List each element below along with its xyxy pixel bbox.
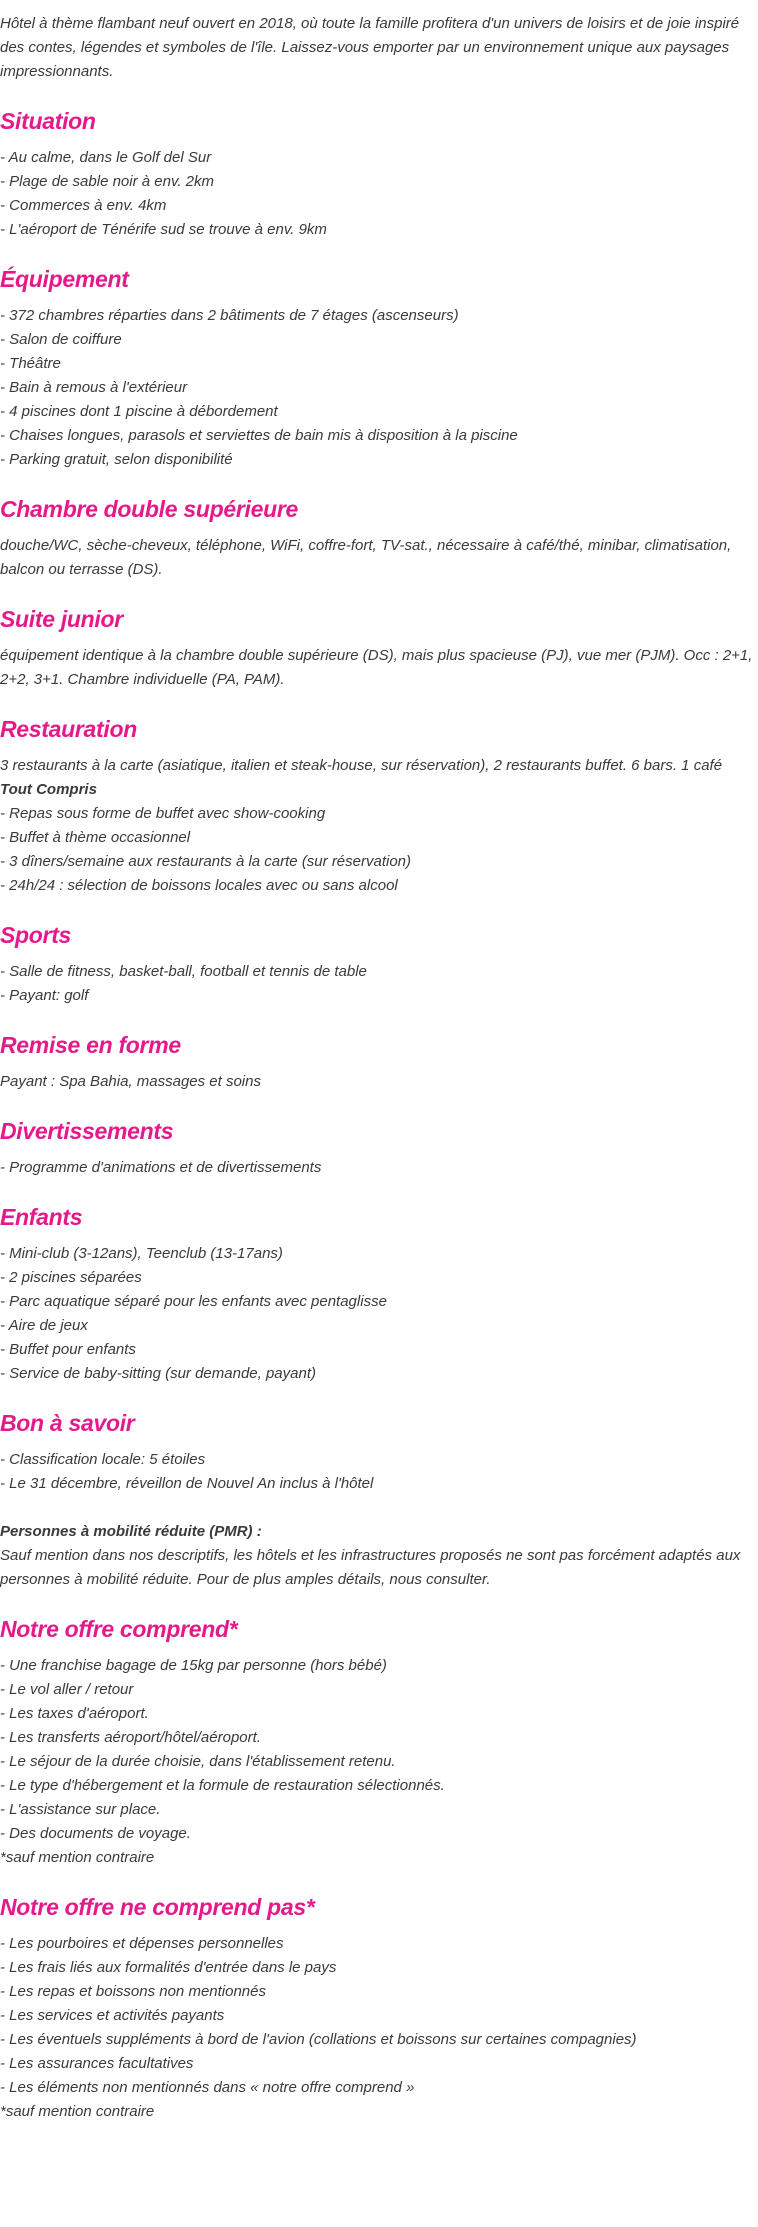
list-item: - Les taxes d'aéroport.: [0, 1705, 149, 1722]
section-text: équipement identique à la chambre double supérieure (DS), mais plus spacieuse (PJ), vue mer (PJM). Occ : 2+1, 2+2, 3+1. Chambre individuelle (PA, PAM).: [0, 647, 753, 688]
section-title: Divertissements: [0, 1118, 174, 1144]
section-title: Notre offre ne comprend pas*: [0, 1894, 315, 1920]
pmr-text: Sauf mention dans nos descriptifs, les hôtels et les infrastructures proposés ne sont pas forcément adaptés aux personnes à mobilité réduite. Pour de plus amples détails, nous consulter.: [0, 1547, 741, 1588]
list-item: - Les éléments non mentionnés dans « notre offre comprend »: [0, 2079, 415, 2096]
list-item: - Une franchise bagage de 15kg par personne (hors bébé): [0, 1657, 387, 1674]
section-text: Payant : Spa Bahia, massages et soins: [0, 1073, 261, 1090]
section-enfants: [0, 1202, 758, 1386]
section-title: Suite junior: [0, 606, 123, 632]
list-item: - Le vol aller / retour: [0, 1681, 134, 1698]
section-title: Restauration: [0, 716, 137, 742]
section-title: Enfants: [0, 1204, 83, 1230]
list-item: - Chaises longues, parasols et serviettes de bain mis à disposition à la piscine: [0, 427, 518, 444]
section-remise-en-forme: [0, 1030, 758, 1094]
section-offre-comprend: [0, 1614, 758, 1870]
pmr-title: Personnes à mobilité réduite (PMR) :: [0, 1523, 262, 1540]
list-item: - Au calme, dans le Golf del Sur: [0, 149, 212, 166]
subsection-title: Tout Compris: [0, 781, 97, 798]
section-title: Chambre double supérieure: [0, 496, 298, 522]
section-title: Équipement: [0, 266, 129, 292]
section-restauration: [0, 714, 758, 898]
list-item: - Théâtre: [0, 355, 61, 372]
list-item: - Commerces à env. 4km: [0, 197, 167, 214]
list-item: - Payant: golf: [0, 987, 89, 1004]
list-item: - Parking gratuit, selon disponibilité: [0, 451, 233, 468]
list-item: - Les transferts aéroport/hôtel/aéroport.: [0, 1729, 261, 1746]
section-chambre: [0, 494, 758, 582]
list-item: - Le séjour de la durée choisie, dans l'établissement retenu.: [0, 1753, 396, 1770]
section-divertissements: [0, 1116, 758, 1180]
section-title: Notre offre comprend*: [0, 1616, 238, 1642]
list-item: - Aire de jeux: [0, 1317, 88, 1334]
section-sports: [0, 920, 758, 1008]
list-item: - Salon de coiffure: [0, 331, 122, 348]
section-bon-a-savoir: [0, 1408, 758, 1592]
list-item: - 372 chambres réparties dans 2 bâtiments de 7 étages (ascenseurs): [0, 307, 459, 324]
list-item: - Classification locale: 5 étoiles: [0, 1451, 206, 1468]
list-item: - 24h/24 : sélection de boissons locales avec ou sans alcool: [0, 877, 398, 894]
list-item: - Les éventuels suppléments à bord de l'avion (collations et boissons sur certaines compagnies): [0, 2031, 637, 2048]
list-item: - Les pourboires et dépenses personnelles: [0, 1935, 284, 1952]
list-item: - L'assistance sur place.: [0, 1801, 161, 1818]
list-item: - Les services et activités payants: [0, 2007, 225, 2024]
list-item: - 2 piscines séparées: [0, 1269, 142, 1286]
intro-text: Hôtel à thème flambant neuf ouvert en 2018, où toute la famille profitera d'un univers de loisirs et de joie inspiré des contes, légendes et symboles de l'île. Laissez-vous emporter par un environnement unique aux paysages impressionnants.: [0, 15, 740, 80]
list-item: - 4 piscines dont 1 piscine à débordement: [0, 403, 278, 420]
list-item: - Le type d'hébergement et la formule de restauration sélectionnés.: [0, 1777, 445, 1794]
section-suite: [0, 604, 758, 692]
list-item: - Bain à remous à l'extérieur: [0, 379, 188, 396]
list-item: - Buffet pour enfants: [0, 1341, 136, 1358]
list-item: - Parc aquatique séparé pour les enfants avec pentaglisse: [0, 1293, 387, 1310]
footnote: *sauf mention contraire: [0, 1849, 155, 1866]
list-item: - Service de baby-sitting (sur demande, payant): [0, 1365, 316, 1382]
section-title: Remise en forme: [0, 1032, 181, 1058]
section-text: 3 restaurants à la carte (asiatique, italien et steak-house, sur réservation), 2 restaurants buffet. 6 bars. 1 café: [0, 757, 723, 774]
section-title: Sports: [0, 922, 72, 948]
list-item: - Repas sous forme de buffet avec show-cooking: [0, 805, 326, 822]
list-item: - Plage de sable noir à env. 2km: [0, 173, 215, 190]
section-text: douche/WC, sèche-cheveux, téléphone, WiFi, coffre-fort, TV-sat., nécessaire à café/thé, minibar, climatisation, balcon ou terrasse (DS).: [0, 537, 732, 578]
section-offre-ne-comprend-pas: [0, 1892, 758, 2124]
spacer: [0, 1496, 758, 1520]
list-item: - Mini-club (3-12ans), Teenclub (13-17ans): [0, 1245, 283, 1262]
list-item: - L'aéroport de Ténérife sud se trouve à env. 9km: [0, 221, 327, 238]
list-item: - Les repas et boissons non mentionnés: [0, 1983, 266, 2000]
section-title: Situation: [0, 108, 96, 134]
list-item: - 3 dîners/semaine aux restaurants à la carte (sur réservation): [0, 853, 412, 870]
list-item: - Salle de fitness, basket-ball, football et tennis de table: [0, 963, 367, 980]
section-equipement: [0, 264, 758, 472]
list-item: - Des documents de voyage.: [0, 1825, 191, 1842]
section-title: Bon à savoir: [0, 1410, 135, 1436]
list-item: - Buffet à thème occasionnel: [0, 829, 191, 846]
section-situation: [0, 106, 758, 242]
footnote: *sauf mention contraire: [0, 2103, 155, 2120]
list-item: - Programme d'animations et de divertissements: [0, 1159, 322, 1176]
list-item: - Les assurances facultatives: [0, 2055, 194, 2072]
list-item: - Le 31 décembre, réveillon de Nouvel An inclus à l'hôtel: [0, 1475, 374, 1492]
list-item: - Les frais liés aux formalités d'entrée dans le pays: [0, 1959, 337, 1976]
